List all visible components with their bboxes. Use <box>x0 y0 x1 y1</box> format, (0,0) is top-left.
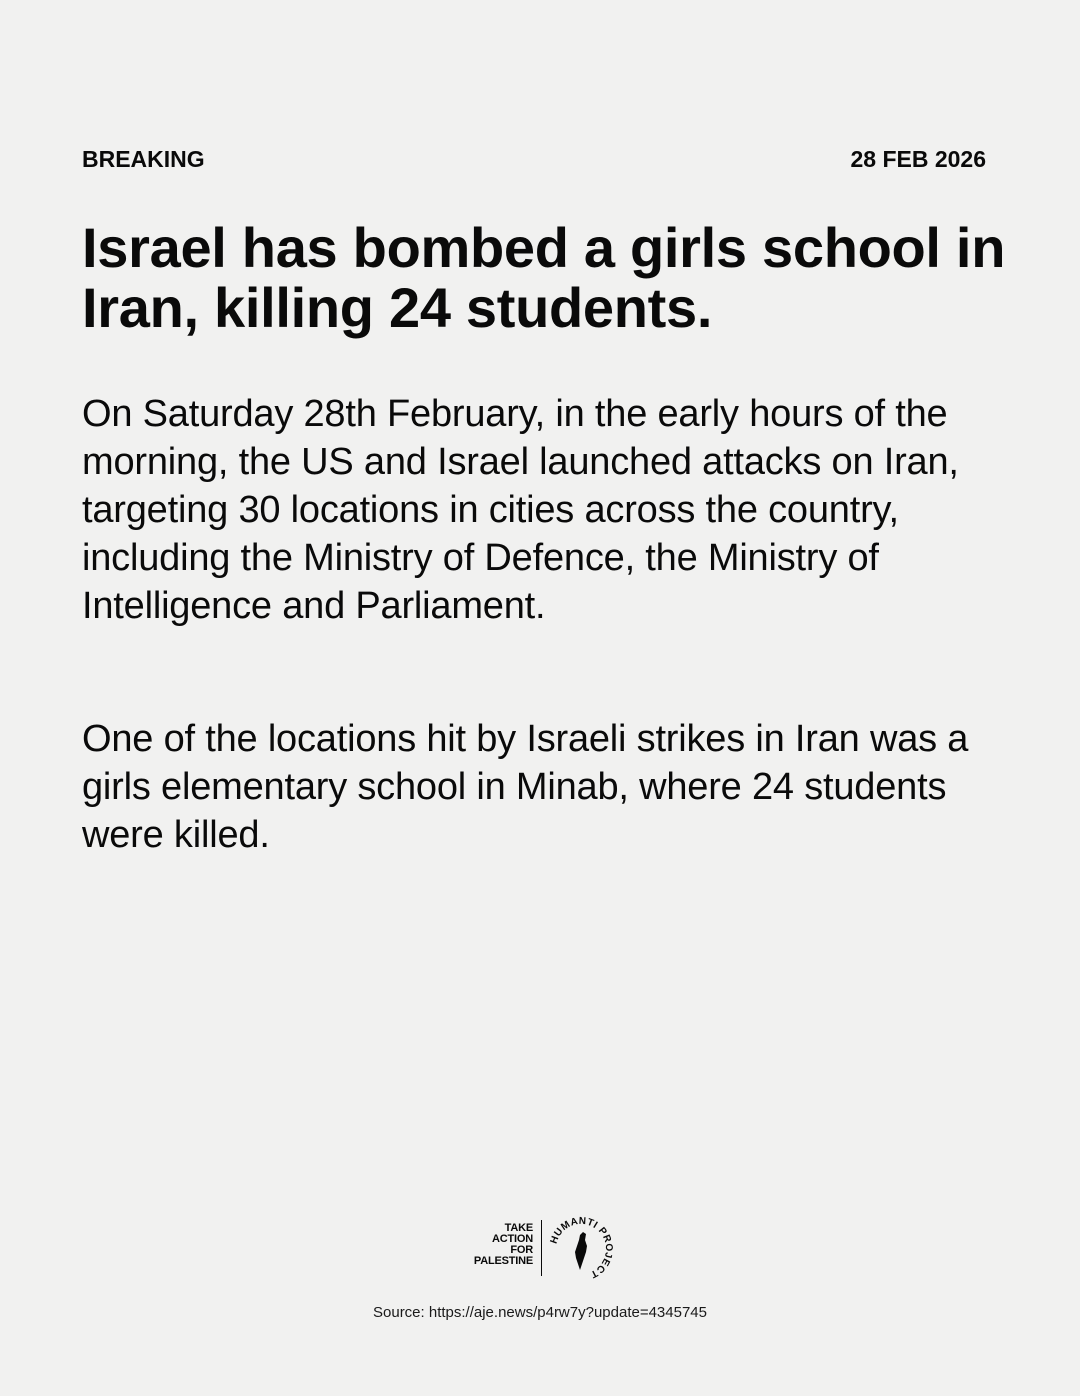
date-label: 28 FEB 2026 <box>850 146 986 172</box>
palestine-map-icon <box>575 1232 587 1270</box>
seal-text: HUMANTI PROJECT <box>548 1216 614 1280</box>
breaking-label: BREAKING <box>82 146 205 172</box>
logo-line: ACTION <box>492 1233 533 1245</box>
logo-divider <box>541 1220 542 1276</box>
top-bar <box>82 146 986 173</box>
logo-line: TAKE <box>504 1222 533 1234</box>
brand-logo <box>0 1216 1080 1280</box>
logo-wordmark <box>474 1223 533 1267</box>
paragraph-1: On Saturday 28th February, in the early hours of the morning, the US and Israel launched attacks on Iran, targeting 30 locations in cities across the country, including the Ministry of Defence, the Ministry of Intelligence and Parliament. <box>82 393 959 627</box>
logo-line: PALESTINE <box>473 1255 533 1267</box>
humanti-seal-icon <box>548 1216 614 1282</box>
source-link[interactable]: Source: https://aje.news/p4rw7y?update=4345745 <box>373 1304 707 1321</box>
headline: Israel has bombed a girls school in Iran, killing 24 students. <box>82 216 1006 339</box>
logo-line: FOR <box>510 1244 533 1256</box>
paragraph-2: One of the locations hit by Israeli strikes in Iran was a girls elementary school in Minab, where 24 students were killed. <box>82 718 969 856</box>
